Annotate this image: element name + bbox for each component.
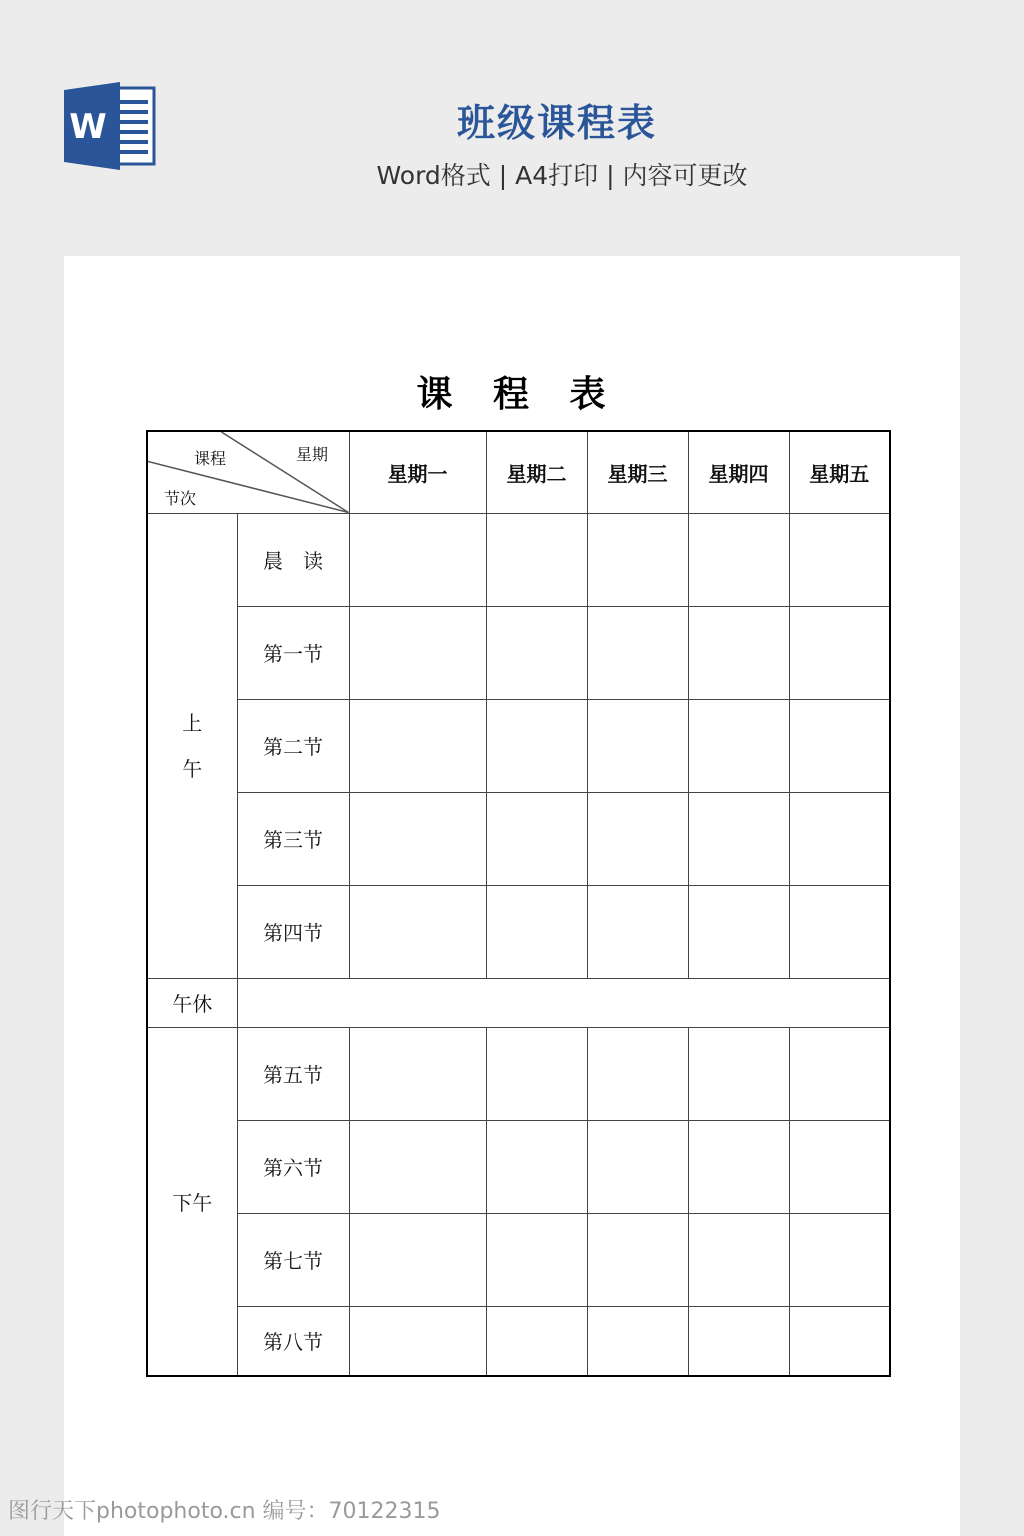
schedule-cell[interactable] (789, 1213, 890, 1306)
schedule-cell[interactable] (789, 1306, 890, 1376)
schedule-cell[interactable] (486, 1120, 587, 1213)
schedule-cell[interactable] (688, 792, 789, 885)
schedule-cell[interactable] (349, 1120, 486, 1213)
schedule-table (146, 430, 891, 1377)
period-label: 第七节 (237, 1213, 349, 1306)
page-subtitle: Word格式 | A4打印 | 内容可更改 (376, 161, 748, 190)
schedule-cell[interactable] (789, 606, 890, 699)
schedule-cell[interactable] (349, 885, 486, 978)
period-label: 第六节 (237, 1120, 349, 1213)
morning-label-char-2: 午 (182, 756, 203, 781)
watermark-text: 图行天下photophoto.cn 编号：70122315 (8, 1499, 441, 1524)
schedule-cell[interactable] (486, 1027, 587, 1120)
schedule-cell[interactable] (688, 1027, 789, 1120)
schedule-cell[interactable] (349, 1306, 486, 1376)
schedule-cell[interactable] (789, 699, 890, 792)
schedule-cell[interactable] (349, 606, 486, 699)
schedule-cell[interactable] (486, 606, 587, 699)
morning-label-char-1: 上 (182, 710, 203, 735)
schedule-cell[interactable] (349, 513, 486, 606)
table-row (147, 1027, 890, 1120)
schedule-cell[interactable] (486, 792, 587, 885)
noon-break-cell[interactable] (237, 978, 890, 1027)
schedule-cell[interactable] (789, 513, 890, 606)
schedule-cell[interactable] (789, 1027, 890, 1120)
corner-label-weekday: 星期 (296, 445, 329, 464)
schedule-cell[interactable] (688, 606, 789, 699)
afternoon-label-cell: 下午 (147, 1027, 237, 1376)
day-header-thursday: 星期四 (688, 431, 789, 513)
table-row (147, 1120, 890, 1213)
header-row (147, 431, 890, 513)
period-label: 第一节 (237, 606, 349, 699)
schedule-cell[interactable] (486, 699, 587, 792)
schedule-cell[interactable] (688, 1213, 789, 1306)
schedule-cell[interactable] (349, 1027, 486, 1120)
schedule-cell[interactable] (587, 1213, 688, 1306)
schedule-cell[interactable] (789, 885, 890, 978)
period-label: 晨 读 (237, 513, 349, 606)
period-label: 第二节 (237, 699, 349, 792)
schedule-cell[interactable] (688, 1306, 789, 1376)
schedule-cell[interactable] (789, 792, 890, 885)
schedule-cell[interactable] (587, 885, 688, 978)
table-row (147, 1213, 890, 1306)
corner-header-cell (147, 431, 349, 513)
schedule-cell[interactable] (587, 1120, 688, 1213)
schedule-cell[interactable] (587, 513, 688, 606)
table-row (147, 885, 890, 978)
schedule-cell[interactable] (486, 885, 587, 978)
table-row (147, 699, 890, 792)
schedule-cell[interactable] (688, 513, 789, 606)
noon-break-row (147, 978, 890, 1027)
period-label: 第四节 (237, 885, 349, 978)
day-header-friday: 星期五 (789, 431, 890, 513)
schedule-cell[interactable] (587, 606, 688, 699)
schedule-cell[interactable] (486, 513, 587, 606)
logo-letter: W (69, 107, 107, 147)
schedule-cell[interactable] (688, 699, 789, 792)
schedule-cell[interactable] (486, 1213, 587, 1306)
period-label: 第五节 (237, 1027, 349, 1120)
period-label: 第三节 (237, 792, 349, 885)
day-header-wednesday: 星期三 (587, 431, 688, 513)
page-title: 班级课程表 (456, 101, 657, 145)
schedule-cell[interactable] (587, 1027, 688, 1120)
document-title: 课 程 表 (416, 373, 620, 415)
table-row (147, 513, 890, 606)
schedule-cell[interactable] (587, 792, 688, 885)
schedule-cell[interactable] (349, 699, 486, 792)
schedule-cell[interactable] (349, 1213, 486, 1306)
schedule-cell[interactable] (789, 1120, 890, 1213)
corner-label-course: 课程 (194, 449, 227, 468)
schedule-cell[interactable] (587, 1306, 688, 1376)
noon-break-label: 午休 (147, 978, 237, 1027)
schedule-cell[interactable] (486, 1306, 587, 1376)
morning-label-cell (147, 513, 237, 978)
table-row (147, 606, 890, 699)
period-label: 第八节 (237, 1306, 349, 1376)
schedule-cell[interactable] (688, 885, 789, 978)
day-header-monday: 星期一 (349, 431, 486, 513)
day-header-tuesday: 星期二 (486, 431, 587, 513)
schedule-cell[interactable] (349, 792, 486, 885)
corner-label-period: 节次 (164, 489, 197, 508)
table-row (147, 1306, 890, 1376)
schedule-cell[interactable] (688, 1120, 789, 1213)
schedule-cell[interactable] (587, 699, 688, 792)
table-row (147, 792, 890, 885)
